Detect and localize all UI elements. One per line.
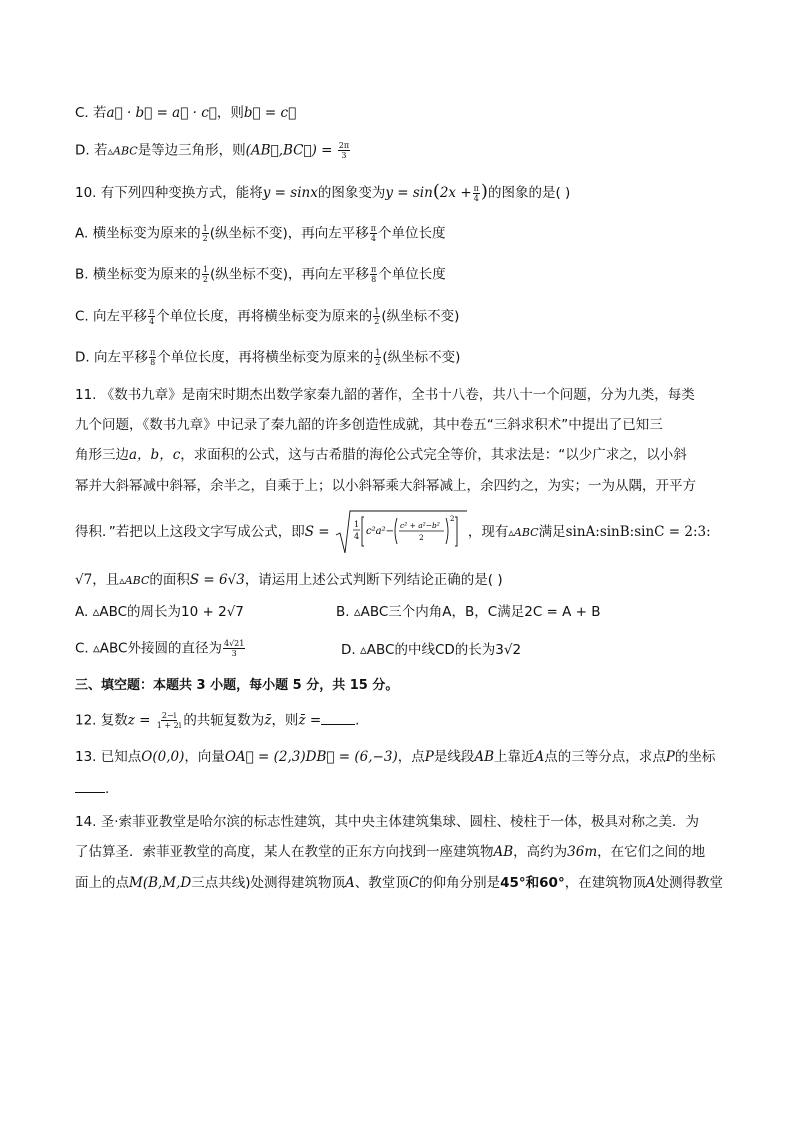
q13-answer-line bbox=[75, 780, 109, 798]
q9-c-expr2: b⃗ = c⃗ bbox=[243, 105, 297, 121]
q13-AB: AB bbox=[474, 749, 494, 765]
frac-num: 1 bbox=[202, 224, 208, 233]
fraction bbox=[148, 307, 155, 326]
q9-d-frac-num: 2π bbox=[338, 141, 350, 150]
q10-b-1: B. 横坐标变为原来的 bbox=[75, 266, 201, 283]
q11-l6-c: 的面积 bbox=[149, 572, 190, 588]
q11-l5-b: ，现有 bbox=[467, 524, 509, 540]
frac-num: π bbox=[370, 224, 376, 233]
frac-den: 4 bbox=[473, 193, 479, 203]
q12-zbar-eq: z̄ = bbox=[298, 712, 322, 729]
q11-line-3 bbox=[75, 446, 687, 464]
frac-num: 1 bbox=[374, 307, 380, 316]
q14-A: A bbox=[345, 875, 355, 891]
q9-c-mid: ，则 bbox=[216, 105, 244, 121]
q13-OA: OA⃗ = (2,3) bbox=[224, 749, 306, 765]
q10-option-c bbox=[75, 307, 459, 326]
q13-O: O(0,0) bbox=[141, 749, 185, 765]
q11-option-b: B. ▵ABC三个内角A，B，C满足2C = A + B bbox=[336, 604, 601, 620]
q13-d: 是线段 bbox=[433, 749, 475, 765]
q14-l2-b: ，高约为 bbox=[513, 844, 568, 860]
fraction bbox=[202, 265, 209, 284]
svg-text:1: 1 bbox=[353, 520, 359, 529]
q10-f2-inner: 2x + bbox=[439, 185, 472, 201]
q13-A: A bbox=[534, 749, 545, 765]
q9-d-frac-den: 3 bbox=[341, 151, 347, 160]
q9-c-prefix: C. 若 bbox=[75, 105, 107, 121]
q10-a-1: A. 横坐标变为原来的 bbox=[75, 225, 201, 242]
frac-den: 2 bbox=[202, 234, 208, 243]
q9-d-fraction bbox=[338, 141, 350, 160]
q9-option-c bbox=[75, 104, 296, 122]
frac-den: 2 bbox=[374, 317, 380, 326]
q11-c-fraction bbox=[223, 639, 245, 658]
frac-num: 1 bbox=[202, 265, 208, 274]
svg-text:c² + a²−b²: c² + a²−b² bbox=[399, 521, 440, 530]
q10-a-2: (纵坐标不变)，再向左平移 bbox=[209, 225, 369, 242]
q10-d-1: D. 向左平移 bbox=[75, 349, 148, 366]
q14-l2-c: ，在它们之间的地 bbox=[597, 844, 706, 860]
q11-line-5 bbox=[75, 509, 711, 555]
q14-l3-b: 三点共线)处测得建筑物顶 bbox=[191, 875, 346, 891]
q10-d-3: (纵坐标不变) bbox=[382, 349, 461, 366]
q13-P: P bbox=[424, 749, 434, 765]
frac-num: π bbox=[149, 307, 155, 316]
q11-sides: a，b，c bbox=[129, 447, 181, 463]
q14-line-3 bbox=[75, 874, 723, 892]
q10-b-3: 个单位长度 bbox=[378, 266, 446, 283]
q9-d-expr: (AB⃗,BC⃗) = bbox=[245, 142, 333, 159]
frac-den: 4 bbox=[149, 317, 155, 326]
q13-c: ，点 bbox=[397, 749, 425, 765]
frac-num: π bbox=[473, 183, 479, 193]
q14-C: C bbox=[408, 875, 420, 891]
frac-den: 8 bbox=[371, 275, 377, 284]
q11-line-1: 11. 《数书九章》是南宋时期杰出数学家秦九韶的著作，全书十八卷，共八十一个问题，分为九类，每类 bbox=[75, 387, 695, 403]
q11-option-a: A. ▵ABC的周长为10 + 2√7 bbox=[75, 604, 244, 620]
q12-zbar: z̄ bbox=[264, 712, 272, 729]
q13-P2: P bbox=[665, 749, 675, 765]
q9-d-triangle: ▵ABC bbox=[107, 144, 138, 158]
q13 bbox=[75, 748, 715, 766]
frac-den: 4 bbox=[370, 234, 376, 243]
q12-z: z = bbox=[127, 712, 151, 729]
q12 bbox=[75, 711, 359, 730]
q13-a: 13. 已知点 bbox=[75, 749, 142, 765]
frac-num: 2−i bbox=[161, 711, 177, 720]
q11-c-1: C. ▵ABC外接圆的直径为 bbox=[75, 640, 222, 657]
q11-line-2: 九个问题，《数书九章》中记录了秦九韶的许多创造性成就，其中卷五“三斜求积术”中提出了已知三 bbox=[75, 417, 663, 433]
q13-e: 上靠近 bbox=[494, 749, 535, 765]
frac-den: 8 bbox=[150, 358, 156, 367]
q14-l3-e: ，在建筑物顶 bbox=[564, 875, 646, 891]
q10-option-a bbox=[75, 224, 446, 243]
q14-l3-d: 的仰角分别是 bbox=[419, 875, 501, 891]
q13-period: . bbox=[105, 781, 110, 797]
q10-option-b bbox=[75, 265, 446, 284]
q13-f: 点的三等分点，求点 bbox=[544, 749, 666, 765]
q11-option-d: D. ▵ABC的中线CD的长为3√2 bbox=[341, 642, 522, 658]
q11-formula-s: S = bbox=[304, 524, 330, 540]
fraction bbox=[202, 224, 209, 243]
q10-c-1: C. 向左平移 bbox=[75, 308, 148, 325]
fraction bbox=[374, 348, 381, 367]
frac-den: 2 bbox=[202, 275, 208, 284]
q12-period: . bbox=[355, 712, 360, 729]
q14-line-2 bbox=[75, 843, 705, 861]
svg-text:2: 2 bbox=[418, 533, 424, 542]
fraction bbox=[370, 265, 377, 284]
q10-f2-frac bbox=[473, 184, 480, 203]
q11-l6-b: ，且 bbox=[92, 572, 120, 588]
q10-c-3: (纵坐标不变) bbox=[381, 308, 460, 325]
q11-sqrt7: √7 bbox=[75, 572, 93, 588]
q14-A2: A bbox=[645, 875, 656, 891]
q14-AB: AB bbox=[493, 844, 514, 860]
fraction bbox=[373, 307, 380, 326]
q11-option-c bbox=[75, 639, 246, 658]
q10-d-2: 个单位长度，再将横坐标变为原来的 bbox=[157, 349, 374, 366]
svg-text:2: 2 bbox=[449, 515, 455, 523]
q10-f1: y = sinx bbox=[262, 185, 318, 201]
q13-answer-blank[interactable] bbox=[75, 780, 105, 793]
q11-l5-a: 得积．”若把以上这段文字写成公式，即 bbox=[75, 524, 305, 540]
q10-stem-c: 的图象的是( ) bbox=[487, 185, 571, 201]
q11-triangle: ▵ABC bbox=[508, 526, 539, 539]
frac-num: π bbox=[149, 348, 156, 357]
fraction bbox=[370, 224, 377, 243]
q12-fraction bbox=[156, 711, 183, 730]
q14-l3-c: 、教堂顶 bbox=[354, 875, 409, 891]
frac-num: 1 bbox=[375, 348, 381, 357]
heron-formula-root bbox=[334, 509, 468, 555]
q11-line-4: 幂并大斜幂减中斜幂，余半之，自乘于上；以小斜幂乘大斜幂减上，余四约之，为实；一为从隅，开平方 bbox=[75, 478, 696, 494]
q13-DB: DB⃗ = (6,−3) bbox=[305, 749, 398, 765]
q9-option-d bbox=[75, 141, 351, 161]
q11-area: S = 6√3 bbox=[189, 572, 245, 588]
svg-text:c²a²−: c²a²− bbox=[365, 526, 394, 537]
q11-l3-b: ，求面积的公式，这与古希腊的海伦公式完全等价，其求法是：“以少广求之，以小斜 bbox=[180, 447, 687, 463]
q10-option-d bbox=[75, 348, 460, 367]
q9-c-expr: a⃗ · b⃗ = a⃗ · c⃗ bbox=[106, 105, 217, 121]
q13-g: 的坐标 bbox=[674, 749, 716, 765]
q11-l5-c: 满足 bbox=[538, 524, 566, 540]
q10-a-3: 个单位长度 bbox=[378, 225, 446, 242]
frac-den: 1 + 2i bbox=[156, 721, 182, 730]
frac-num: 4√21 bbox=[223, 639, 245, 648]
q11-l6-d: ，请运用上述公式判断下列结论正确的是( ) bbox=[244, 572, 503, 588]
frac-den: 2 bbox=[375, 358, 381, 367]
q12-b: 的共轭复数为 bbox=[183, 712, 265, 729]
q10-c-2: 个单位长度，再将横坐标变为原来的 bbox=[156, 308, 373, 325]
fraction bbox=[149, 348, 156, 367]
section-3-title: 三、填空题：本题共 3 小题，每小题 5 分，共 15 分。 bbox=[75, 678, 399, 693]
q14-angles: 45°和60° bbox=[500, 875, 565, 891]
q13-b: ，向量 bbox=[184, 749, 225, 765]
q14-l2-a: 了估算圣．索菲亚教堂的高度，某人在教堂的正东方向找到一座建筑物 bbox=[75, 844, 494, 860]
q9-d-mid: 是等边三角形，则 bbox=[137, 142, 246, 159]
q11-sine-ratio: sinA:sinB:sinC = 2:3: bbox=[565, 524, 711, 540]
q14-M: M(B,M,D bbox=[129, 875, 192, 891]
q10-stem-b: 的图象变为 bbox=[317, 185, 386, 201]
q11-triangle-2: ▵ABC bbox=[119, 574, 150, 587]
svg-text:4: 4 bbox=[353, 532, 359, 541]
q14-l3-a: 面上的点 bbox=[75, 875, 129, 891]
q10-stem-a: 10. 有下列四种变换方式，能将 bbox=[75, 185, 263, 201]
q14-l3-f: 处测得教堂 bbox=[655, 875, 723, 891]
q12-answer-blank[interactable] bbox=[321, 712, 355, 725]
q10-stem: 10. 有下列四种变换方式，能将y = sinx的图象变为y = sin(2x + $\frac{\pi}{4}$ )的图象的是( ) bbox=[75, 181, 571, 203]
q14-line-1: 14. 圣·索菲亚教堂是哈尔滨的标志性建筑，其中央主体建筑集球、圆柱、棱柱于一体，极具对称之美．为 bbox=[75, 814, 700, 830]
q11-l3-a: 角形三边 bbox=[75, 447, 129, 463]
q11-line-6 bbox=[75, 571, 503, 590]
q12-a: 12. 复数 bbox=[75, 712, 128, 729]
q10-b-2: (纵坐标不变)，再向左平移 bbox=[209, 266, 369, 283]
frac-den: 3 bbox=[231, 649, 237, 658]
q12-c: ，则 bbox=[271, 712, 299, 729]
q9-d-prefix: D. 若 bbox=[75, 142, 108, 159]
q10-f2: y = sin bbox=[385, 185, 433, 201]
q14-height: 36m bbox=[567, 844, 598, 860]
frac-num: π bbox=[370, 265, 377, 274]
